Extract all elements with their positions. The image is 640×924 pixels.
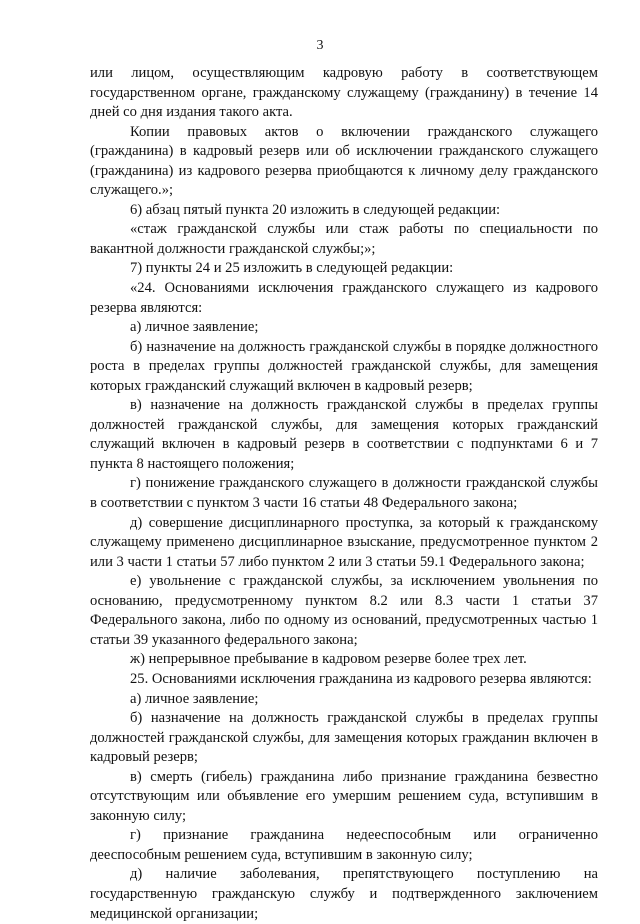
paragraph-24-a: а) личное заявление; <box>130 319 259 336</box>
paragraph-24-d: д) совершение дисциплинарного проступка, за который к гражданскому служащему применено дисциплинарное взыскание, предусмотренное пунктом 2 или 3 части 1 статьи 57 либо пунктом 2 или 3 статьи 59.1 Федерального закона; <box>90 514 598 570</box>
paragraph-item-6-text: «стаж гражданской службы или стаж работы по специальности по вакантной должности гражданской службы;»; <box>90 221 598 257</box>
paragraph-clause-24: «24. Основаниями исключения гражданского служащего из кадрового резерва являются: <box>90 280 598 316</box>
paragraph-item-7: 7) пункты 24 и 25 изложить в следующей редакции: <box>130 260 454 277</box>
document-body <box>90 64 598 924</box>
paragraph-25-d: д) наличие заболевания, препятствующего поступлению на государственную гражданскую службу и подтвержденного заключением медицинской организации; <box>90 866 598 922</box>
paragraph-25-v: в) смерть (гибель) гражданина либо признание гражданина безвестно отсутствующим или объявление его умершим решением суда, вступившим в законную силу; <box>90 768 598 824</box>
paragraph-25-g: г) признание гражданина недееспособным или ограниченно дееспособным решением суда, вступившим в законную силу; <box>90 827 598 863</box>
page-number: 3 <box>316 38 324 53</box>
paragraph-item-6: 6) абзац пятый пункта 20 изложить в следующей редакции: <box>130 201 501 218</box>
paragraph-24-b: б) назначение на должность гражданской службы в порядке должностного роста в пределах группы должностей гражданской службы, для замещения которых гражданский служащий включен в кадровый резерв; <box>90 338 598 394</box>
paragraph-copies-of-acts: Копии правовых актов о включении гражданского служащего (гражданина) в кадровый резерв или об исключении гражданского служащего (гражданина) из кадрового резерва приобщаются к личному делу гражданского служащего.»; <box>90 123 598 199</box>
paragraph-continuation: или лицом, осуществляющим кадровую работу в соответствующем государственном органе, гражданскому служащему (гражданину) в течение 14 дней со дня издания такого акта. <box>90 65 598 121</box>
paragraph-24-g: г) понижение гражданского служащего в должности гражданской службы в соответствии с пунктом 3 части 16 статьи 48 Федерального закона; <box>90 475 598 512</box>
paragraph-24-zh: ж) непрерывное пребывание в кадровом резерве более трех лет. <box>130 651 527 668</box>
paragraph-clause-25: 25. Основаниями исключения гражданина из кадрового резерва являются: <box>130 670 592 687</box>
paragraph-25-a: а) личное заявление; <box>130 690 259 707</box>
paragraph-24-e: е) увольнение с гражданской службы, за исключением увольнения по основанию, предусмотренному пунктом 8.2 или 8.3 части 1 статьи 37 Федерального закона, либо по одному из оснований, предусмотренных частью 1 статьи 39 указанного федерального закона; <box>90 573 598 648</box>
paragraph-25-b: б) назначение на должность гражданской службы в пределах группы должностей гражданской службы, для замещения которых гражданин включен в кадровый резерв; <box>90 710 598 766</box>
paragraph-24-v: в) назначение на должность гражданской службы в пределах группы должностей гражданской службы, для замещения которых гражданский служащий включен в кадровый резерв в соответствии с подпунктами 6 и 7 пункта 8 настоящего положения; <box>90 397 598 472</box>
